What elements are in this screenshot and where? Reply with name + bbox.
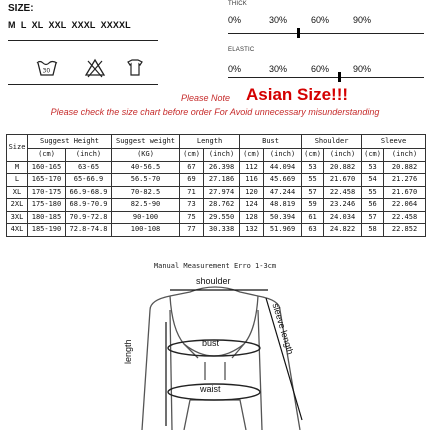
table-row [7,174,426,187]
table-size-cell: 3XL [7,211,28,224]
sleeve-length-label: sleeve length [270,302,296,356]
asian-size-warning: Asian Size!!! [246,85,349,104]
table-cell: 28.762 [204,199,240,212]
thick-scale [228,15,428,27]
table-header-row [7,135,426,149]
length-label: length [123,339,133,364]
table-cell: 180-185 [28,211,66,224]
size-option: M [8,20,16,30]
scale-tick-label: 0% [228,15,242,25]
table-unit-cell: (KG) [112,149,180,162]
elastic-label: ELASTIC [228,47,255,53]
table-cell: 70.9-72.8 [66,211,112,224]
elastic-scale-line [228,77,424,78]
size-divider [8,40,158,41]
table-cell: 58 [362,224,384,237]
table-unit-cell: (inch) [66,149,112,162]
table-cell: 23.246 [324,199,362,212]
table-cell: 20.882 [324,161,362,174]
table-cell: 51.969 [264,224,302,237]
table-row [7,224,426,237]
table-cell: 59 [302,199,324,212]
table-size-cell: L [7,174,28,187]
size-chart-warning: Please check the size chart before order For Avoid unnecessary misunderstanding [50,107,380,117]
table-unit-row [7,149,426,162]
iron-icon [124,58,146,78]
table-unit-cell: (inch) [324,149,362,162]
thick-level-marker [297,28,300,38]
size-option: XL [31,20,44,30]
table-cell: 53 [302,161,324,174]
table-cell: 73 [180,199,204,212]
table-cell: 70-82.5 [112,186,180,199]
table-cell: 68.9-70.9 [66,199,112,212]
table-cell: 61 [302,211,324,224]
table-cell: 56.5-70 [112,174,180,187]
care-divider [8,84,158,85]
table-cell: 48.819 [264,199,302,212]
table-unit-cell: (cm) [240,149,264,162]
thick-scale-line [228,33,424,34]
table-unit-cell: (cm) [180,149,204,162]
table-cell: 22.458 [384,211,426,224]
table-cell: 55 [362,186,384,199]
table-header-cell: Suggest Height [28,135,112,149]
thick-label: THICK [228,1,247,7]
wash-30-icon [36,58,58,78]
bust-label: bust [202,338,220,348]
elastic-scale [228,64,428,76]
table-cell: 120 [240,186,264,199]
scale-tick-label: 60% [311,64,330,74]
size-option: XXXXL [100,20,131,30]
svg-text:30: 30 [42,67,51,75]
table-cell: 47.244 [264,186,302,199]
table-cell: 22.852 [384,224,426,237]
care-icons [36,58,166,80]
table-cell: 116 [240,174,264,187]
size-title: SIZE: [8,3,34,14]
measurement-caption: Manual Measurement Erro 1-3cm [153,262,277,270]
size-option: L [20,20,27,30]
note-label: Please Note [181,93,231,103]
table-row [7,186,426,199]
table-cell: 71 [180,186,204,199]
scale-tick-label: 60% [311,15,330,25]
table-cell: 22.458 [324,186,362,199]
table-unit-cell: (cm) [302,149,324,162]
table-cell: 165-170 [28,174,66,187]
table-cell: 57 [302,186,324,199]
table-cell: 56 [362,199,384,212]
table-cell: 63 [302,224,324,237]
table-cell: 69 [180,174,204,187]
table-row [7,211,426,224]
table-cell: 63-65 [66,161,112,174]
shoulder-label: shoulder [196,276,231,286]
waist-label: waist [200,384,221,394]
table-size-cell: 4XL [7,224,28,237]
table-cell: 24.034 [324,211,362,224]
table-cell: 57 [362,211,384,224]
table-cell: 112 [240,161,264,174]
table-body [7,161,426,236]
scale-tick-label: 0% [228,64,242,74]
hoodie-diagram [0,270,430,430]
table-size-cell: 2XL [7,199,28,212]
table-header-cell: Shoulder [302,135,362,149]
size-chart-table [6,134,426,237]
table-cell: 160-165 [28,161,66,174]
table-cell: 50.394 [264,211,302,224]
table-cell: 66.9-68.9 [66,186,112,199]
size-list [8,20,131,30]
table-cell: 100-108 [112,224,180,237]
table-cell: 40-56.5 [112,161,180,174]
table-cell: 26.398 [204,161,240,174]
scale-tick-label: 30% [269,64,288,74]
table-header-cell: Sleeve [362,135,426,149]
table-cell: 54 [362,174,384,187]
table-cell: 124 [240,199,264,212]
scale-tick-label: 90% [353,15,372,25]
table-row [7,199,426,212]
table-cell: 170-175 [28,186,66,199]
table-header-cell: Suggest weight [112,135,180,149]
table-cell: 67 [180,161,204,174]
scale-tick-label: 90% [353,64,372,74]
table-cell: 21.670 [324,174,362,187]
table-cell: 77 [180,224,204,237]
table-cell: 72.8-74.8 [66,224,112,237]
size-option: XXXL [71,20,96,30]
table-cell: 65-66.9 [66,174,112,187]
table-unit-cell: (inch) [204,149,240,162]
table-cell: 20.882 [384,161,426,174]
table-cell: 45.669 [264,174,302,187]
table-cell: 27.974 [204,186,240,199]
table-cell: 21.276 [384,174,426,187]
table-unit-cell: (inch) [264,149,302,162]
table-cell: 21.670 [384,186,426,199]
table-header-cell: Size [7,135,28,162]
table-cell: 185-190 [28,224,66,237]
table-size-cell: XL [7,186,28,199]
table-unit-cell: (inch) [384,149,426,162]
table-cell: 27.186 [204,174,240,187]
size-option: XXL [48,20,67,30]
table-cell: 82.5-90 [112,199,180,212]
table-cell: 30.338 [204,224,240,237]
table-cell: 90-100 [112,211,180,224]
table-cell: 44.094 [264,161,302,174]
table-cell: 24.822 [324,224,362,237]
table-unit-cell: (cm) [28,149,66,162]
table-cell: 29.550 [204,211,240,224]
elastic-level-marker [338,72,341,82]
table-cell: 55 [302,174,324,187]
table-header-cell: Bust [240,135,302,149]
table-cell: 132 [240,224,264,237]
table-cell: 22.064 [384,199,426,212]
table-cell: 175-180 [28,199,66,212]
scale-tick-label: 30% [269,15,288,25]
table-header-cell: Length [180,135,240,149]
table-cell: 128 [240,211,264,224]
table-cell: 75 [180,211,204,224]
table-unit-cell: (cm) [362,149,384,162]
table-cell: 53 [362,161,384,174]
no-bleach-icon [84,58,106,78]
table-row [7,161,426,174]
table-size-cell: M [7,161,28,174]
